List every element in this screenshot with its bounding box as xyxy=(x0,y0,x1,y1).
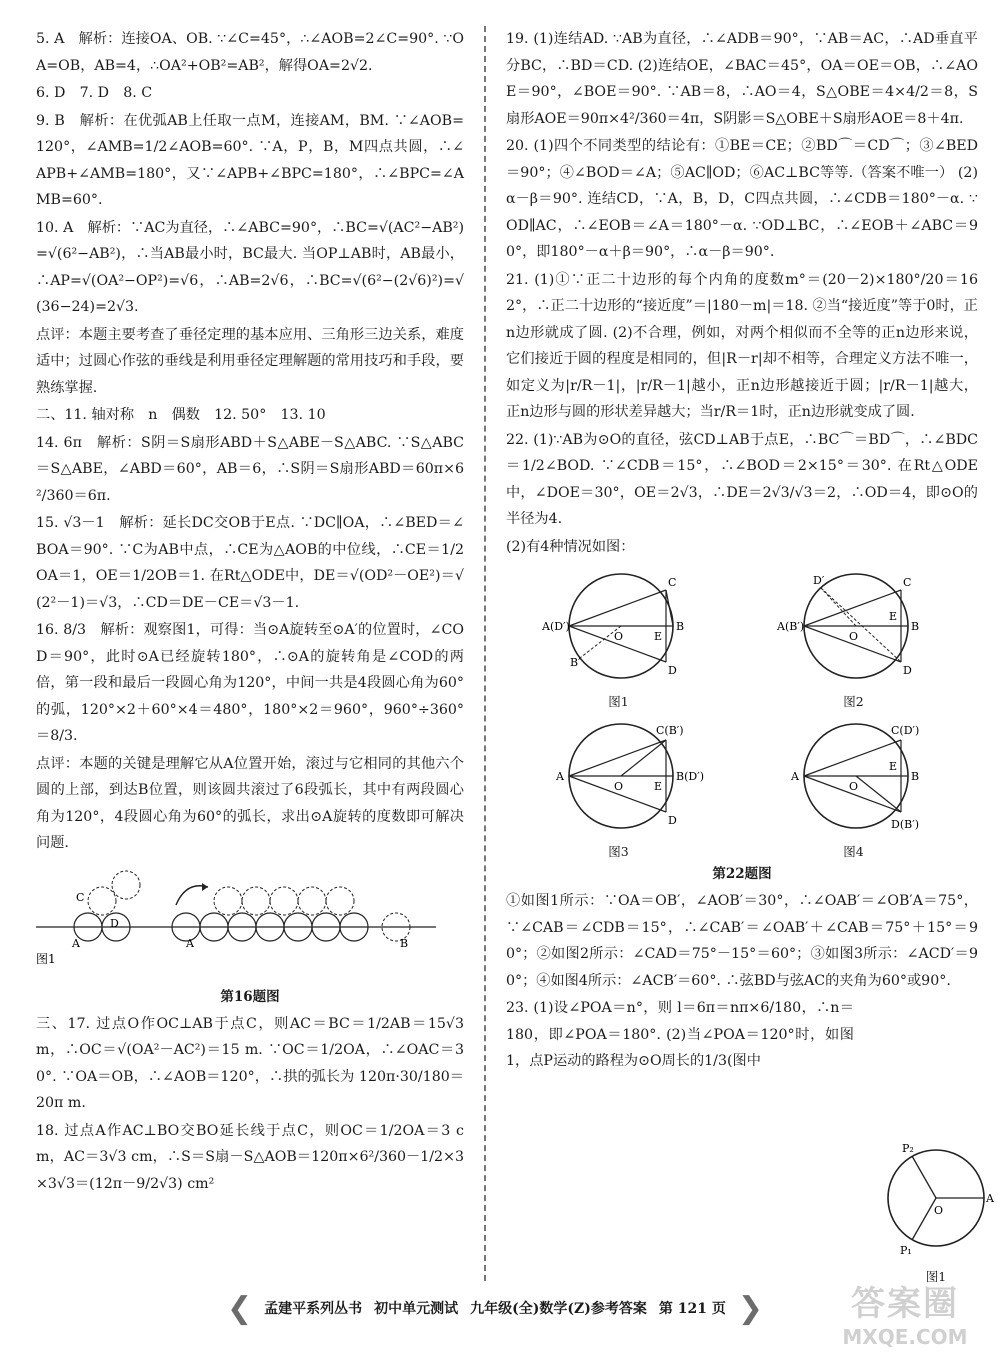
answer-q10: 10. A 解析：∵AC为直径，∴∠ABC=90°，∴BC=√(AC²−AB²)=√(6²−AB²)，∴当AB最小时，BC最大. 当OP⊥AB时，AB最小，∴AP=√(OA²−OP²)=√6，∴AB=2√6，∴BC=√(6²−(2√6)²)=√(36−24)=2√3. xyxy=(36,219,464,315)
svg-text:C: C xyxy=(668,576,677,589)
figures-q22-row1 xyxy=(506,568,978,710)
svg-text:D: D xyxy=(110,916,119,930)
answer-q21: 21. (1)①∵正二十边形的每个内角的度数m°＝(20－2)×180°/20＝162°，∴正二十边形的“接近度”＝|180－m|＝18. ②当“接近度”等于0时，正n边形就成了圆. (2)不合理，例如，对两个相似而不全等的正n边形来说，它们接近于圆的程度是相同的，但|R－r|却不相等，合理定义方法不唯一，如定义为|r/R－1|，|r/R－1|越小，正n边形越接近于圆；|r/R－1|越大，正n边形与圆的形状差异越大；当r/R＝1时，正n边形就变成了圆. xyxy=(506,271,978,420)
svg-text:A(D′): A(D′) xyxy=(542,620,570,633)
answer-q16-comment: 点评：本题的关键是理解它从A位置开始，滚过与它相同的其他六个圆的上部，到达B位置，则该圆共滚过了6段弧长，其中有两段圆心角为120°，4段圆心角为60°的弧长，求出⊙A旋转的度数即可解决问题. xyxy=(36,755,464,851)
svg-text:E: E xyxy=(654,780,663,793)
figure-label: 图1 xyxy=(36,951,56,965)
right-column xyxy=(506,26,978,1075)
svg-text:D′: D′ xyxy=(813,574,825,587)
page-footer xyxy=(175,1290,815,1326)
svg-text:B′: B′ xyxy=(570,656,581,669)
watermark-cn: 答案圈 xyxy=(851,1284,959,1324)
svg-text:A: A xyxy=(986,1192,994,1205)
answer-q17: 三、17. 过点O作OC⊥AB于点C，则AC＝BC＝1/2AB＝15√3 m，∴OC＝√(OA²－AC²)＝15 m. ∵OC＝1/2OA，∴∠OAC＝30°. ∵OA＝OB，∴∠AOB＝120°，∴拱的弧长为 120π·30/180＝20π m. xyxy=(36,1015,464,1111)
svg-text:E: E xyxy=(889,760,898,773)
answer-q23: 23. (1)设∠POA＝n°，则 l＝6π＝nπ×6/180，∴n＝180，即∠POA＝180°. (2)当∠POA＝120°时，如图1，点P运动的路程为⊙O周长的1/3(图中 xyxy=(506,1000,854,1069)
figure-q22-3 xyxy=(506,718,731,860)
svg-text:D: D xyxy=(668,814,677,827)
svg-text:O: O xyxy=(849,630,859,643)
answer-q22-part2: (2)有4种情况如图： xyxy=(506,538,635,555)
svg-text:E: E xyxy=(654,630,663,643)
answer-q18: 18. 过点A作AC⊥BO交BO延长线于点C，则OC＝1/2OA＝3 cm，AC＝3√3 cm，∴S＝S扇－S△AOB＝120π×6²/360－1/2×3×3√3＝(12π－9/2√3) cm² xyxy=(36,1122,464,1192)
svg-text:B: B xyxy=(676,620,685,633)
figure-label: 图3 xyxy=(608,844,629,859)
svg-text:O: O xyxy=(614,780,624,793)
svg-text:C: C xyxy=(76,890,85,904)
svg-text:D(B′): D(B′) xyxy=(891,818,919,831)
figure-label: 图4 xyxy=(843,844,864,859)
answer-q5: 5. A 解析：连接OA、OB. ∵∠C=45°，∴∠AOB=2∠C=90°. ∵OA=OB，AB=4，∴OA²+OB²=AB²，解得OA=2√2. xyxy=(36,31,464,74)
svg-text:D: D xyxy=(903,664,912,677)
answer-q22: 22. (1)∵AB为⊙O的直径，弦CD⊥AB于点E，∴BC⌒＝BD⌒，∴∠BDC＝1/2∠BOD. ∵∠CDB＝15°，∴∠BOD＝2×15°＝30°. 在Rt△ODE中，∠DOE＝30°，OE＝2√3，∴DE＝2√3/√3＝2，∴OD＝4，即⊙O的半径为4. xyxy=(506,431,978,527)
footer-series: 孟建平系列丛书 xyxy=(264,1301,363,1317)
svg-text:B: B xyxy=(400,936,409,950)
svg-text:P₁: P₁ xyxy=(900,1244,912,1257)
answer-q20: 20. (1)四个不同类型的结论有：①BE＝CE；②BD⌒＝CD⌒；③∠BED＝90°；④∠BOD＝∠A；⑤AC∥OD；⑥AC⊥BC等等.（答案不唯一） (2)α－β＝90°. 连结CD，∵A，B，D，C四点共圆，∴∠CDB＝180°－α. ∵OD∥AC，∴∠EOB＝∠A＝180°－α. ∵OD⊥BC，∴∠EOB＋∠ABC＝90°，即180°－α＋β＝90°，∴α－β＝90°. xyxy=(506,138,978,260)
figure-q22-1 xyxy=(506,568,731,710)
watermark-en: MXQE.COM xyxy=(842,1325,968,1349)
svg-text:A: A xyxy=(791,770,799,783)
svg-text:C: C xyxy=(903,576,912,589)
svg-text:O: O xyxy=(849,780,859,793)
footer-grade: 九年级(全)数学(Z)参考答案 xyxy=(470,1301,647,1317)
answer-q11-13: 二、11. 轴对称 n 偶数 12. 50° 13. 10 xyxy=(36,407,326,423)
svg-text:P₂: P₂ xyxy=(902,1142,914,1155)
answer-q16: 16. 8/3 解析：观察图1，可得：当⊙A旋转至⊙A′的位置时，∠COD＝90°，此时⊙A已经旋转180°，∴⊙A的旋转角是∠COD的两倍，第一段和最后一段圆心角为120°，中间一共是4段圆心角为60°的弧，120°×2＋60°×4＝480°，180°×2＝960°，960°÷360°＝8/3. xyxy=(36,622,464,744)
answer-q19: 19. (1)连结AD. ∵AB为直径，∴∠ADB＝90°，∵AB＝AC，∴AD垂直平分BC，∴BD＝CD. (2)连结OE，∠BAC＝45°，OA＝OE＝OB，∴∠AOE＝90°，∠BOE＝90°. ∵AB＝8，∴AO＝4，S△OBE＝4×4/2＝8，S扇形AOE＝90π×4²/360＝4π，S阴影＝S△OBE＋S扇形AOE＝8＋4π. xyxy=(506,31,978,127)
svg-text:O: O xyxy=(614,630,624,643)
figure-q16 xyxy=(36,865,456,983)
answer-q15: 15. √3－1 解析：延长DC交OB于E点. ∵DC∥OA，∴∠BED＝∠BOA＝90°. ∵C为AB中点，∴CE为△AOB的中位线，∴CE＝1/2OA＝1，OE＝1/2OB＝1. 在Rt△ODE中，DE＝√(OD²－OE²)＝√(2²－1)＝√3，∴CD＝DE－CE＝√3－1. xyxy=(36,515,464,611)
figure-q22-4 xyxy=(741,718,966,860)
svg-text:E: E xyxy=(889,610,898,623)
figure-q22-2 xyxy=(741,568,966,710)
answer-q10-comment: 点评：本题主要考查了垂径定理的基本应用、三角形三边关系，难度适中；过圆心作弦的垂线是利用垂径定理解题的常用技巧和手段，要熟练掌握. xyxy=(36,326,464,396)
answer-q22-part3: ①如图1所示：∵OA＝OB′，∠AOB′＝30°，∴∠OAB′＝∠OB′A＝75°，∵∠CAB＝∠CDB＝15°，∴∠CAB′＝∠OAB′＋∠CAB＝75°＋15°＝90°；②如图2所示：∠CAD＝75°－15°＝60°；③如图3所示：∠ACD′＝90°；④如图4所示：∠ACB′＝60°. ∴弦BD与弦AC的夹角为60°或90°. xyxy=(506,893,978,989)
footer-book: 初中单元测试 xyxy=(374,1301,459,1317)
answer-q14: 14. 6π 解析：S阴＝S扇形ABD＋S△ABE－S△ABC. ∵S△ABC＝S△ABE，∠ABD＝60°，AB＝6，∴S阴＝S扇形ABD＝60π×6²/360＝6π. xyxy=(36,434,464,504)
figures-q22-row2 xyxy=(506,718,978,860)
figure-label: 图1 xyxy=(925,1269,947,1284)
chevron-left-icon: ❮ xyxy=(227,1290,253,1326)
answer-q9: 9. B 解析：在优弧AB上任取一点M，连接AM，BM. ∵∠AOB=120°，∠AMB=1/2∠AOB=60°. ∵A，P，B，M四点共圆，∴∠APB+∠AMB=180°，又∵∠APB+∠BPC=180°，∴∠BPC=∠AMB=60°. xyxy=(36,112,464,208)
answer-q6-8: 6. D 7. D 8. C xyxy=(36,85,153,101)
figure-caption-q16: 第16题图 xyxy=(220,988,280,1005)
figure-caption-q22: 第22题图 xyxy=(712,866,772,882)
figure-label: 图1 xyxy=(608,694,629,709)
svg-text:A: A xyxy=(556,770,564,783)
svg-text:O: O xyxy=(934,1204,944,1217)
svg-text:C(B′): C(B′) xyxy=(656,724,684,737)
figure-label: 图2 xyxy=(843,694,864,709)
svg-text:C(D′): C(D′) xyxy=(891,724,920,737)
rolling-circles-diagram xyxy=(36,865,456,965)
figure-q23 xyxy=(876,1138,996,1284)
svg-text:A: A xyxy=(186,936,194,950)
left-column xyxy=(36,26,464,1197)
svg-text:B: B xyxy=(911,620,920,633)
chevron-right-icon: ❯ xyxy=(737,1290,763,1326)
svg-text:D: D xyxy=(668,664,677,677)
watermark xyxy=(820,1276,990,1354)
svg-text:B(D′): B(D′) xyxy=(676,770,704,783)
svg-text:B: B xyxy=(911,770,920,783)
footer-page: 第 121 页 xyxy=(658,1301,726,1317)
svg-text:A(B′): A(B′) xyxy=(777,620,805,633)
column-divider xyxy=(484,26,486,1281)
svg-text:A: A xyxy=(72,936,80,950)
